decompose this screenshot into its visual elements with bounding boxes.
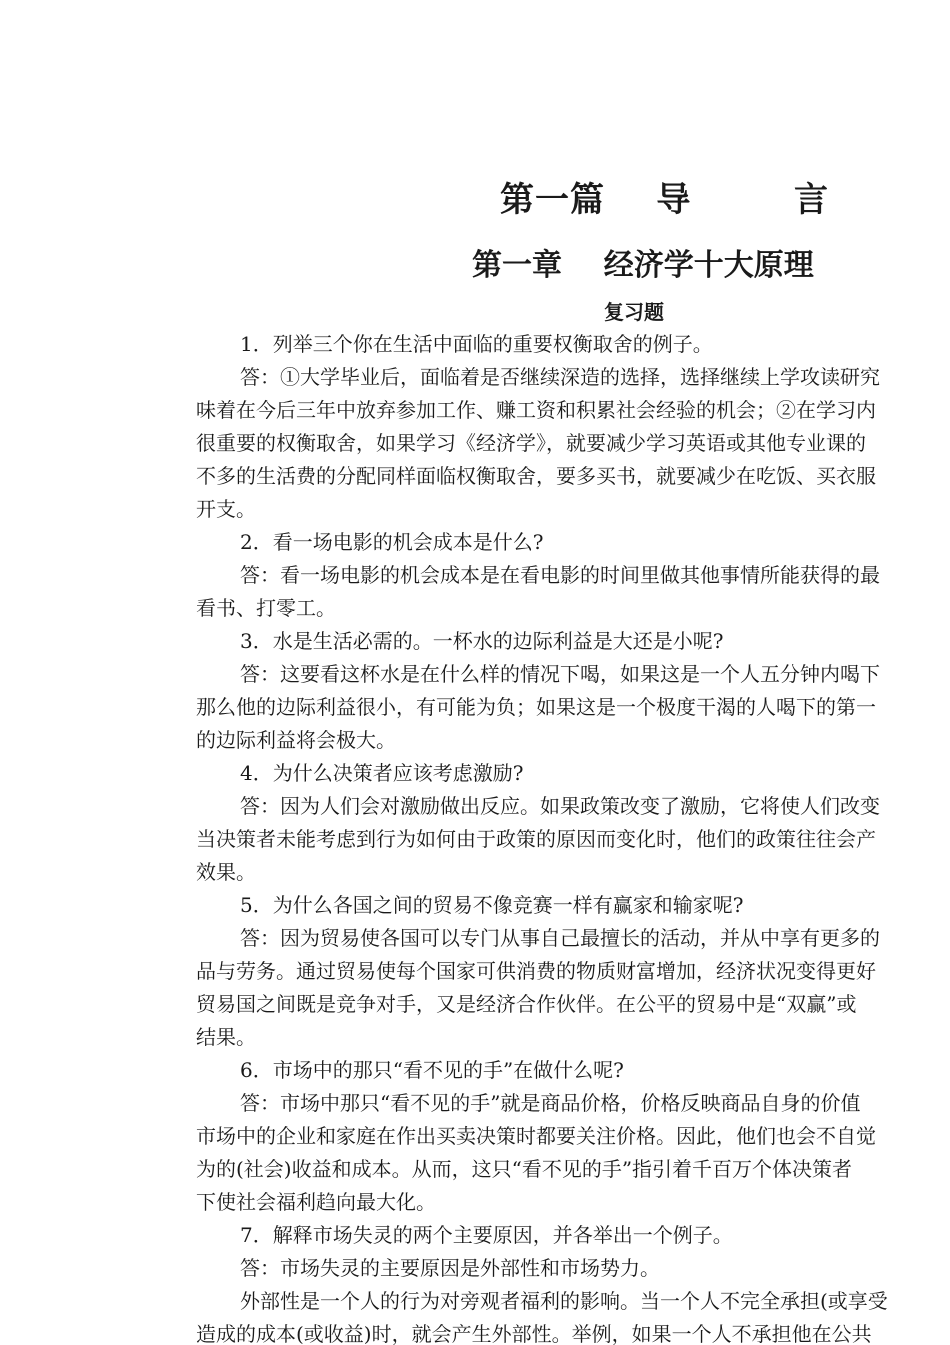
- text-line: 当决策者未能考虑到行为如何由于政策的原因而变化时，他们的政策往往会产: [196, 827, 876, 851]
- text-line: 答：因为人们会对激励做出反应。如果政策改变了激励，它将使人们改变: [240, 794, 880, 818]
- text-line: 5．为什么各国之间的贸易不像竞赛一样有赢家和输家呢?: [240, 893, 744, 917]
- text-line: 答：市场中那只“看不见的手”就是商品价格，价格反映商品自身的价值: [240, 1091, 861, 1115]
- text-line: 答：这要看这杯水是在什么样的情况下喝，如果这是一个人五分钟内喝下: [240, 662, 880, 686]
- paragraph: [196, 1087, 950, 1219]
- text-line: 4．为什么决策者应该考虑激励?: [240, 761, 524, 785]
- text-line: 开支。: [196, 497, 256, 521]
- text-line: 3．水是生活必需的。一杯水的边际利益是大还是小呢?: [240, 629, 724, 653]
- paragraph: [196, 1252, 950, 1285]
- paragraph: [196, 790, 950, 889]
- paragraph: [196, 757, 950, 790]
- text-line: 不多的生活费的分配同样面临权衡取舍，要多买书，就要减少在吃饭、买衣服: [196, 464, 876, 488]
- text-line: 贸易国之间既是竞争对手，又是经济合作伙伴。在公平的贸易中是“双赢”或: [196, 992, 857, 1016]
- paragraph: [196, 361, 950, 526]
- chapter-title: 第一章 经济学十大原理: [472, 248, 814, 283]
- paragraph: [196, 1285, 950, 1345]
- document-body: [196, 328, 950, 1345]
- text-line: 1．列举三个你在生活中面临的重要权衡取舍的例子。: [240, 332, 713, 356]
- text-line: 结果。: [196, 1025, 256, 1049]
- text-line: 答：看一场电影的机会成本是在看电影的时间里做其他事情所能获得的最: [240, 563, 880, 587]
- text-line: 6．市场中的那只“看不见的手”在做什么呢?: [240, 1058, 624, 1082]
- text-line: 造成的成本(或收益)时，就会产生外部性。举例，如果一个人不承担他在公共: [196, 1322, 872, 1345]
- text-line: 2．看一场电影的机会成本是什么?: [240, 530, 544, 554]
- text-line: 7．解释市场失灵的两个主要原因，并各举出一个例子。: [240, 1223, 733, 1247]
- text-line: 外部性是一个人的行为对旁观者福利的影响。当一个人不完全承担(或享受: [240, 1289, 888, 1313]
- section-title: 复习题: [604, 300, 664, 324]
- text-line: 答：因为贸易使各国可以专门从事自己最擅长的活动，并从中享有更多的: [240, 926, 880, 950]
- paragraph: [196, 625, 950, 658]
- paragraph: [196, 1054, 950, 1087]
- text-line: 看书、打零工。: [196, 596, 336, 620]
- text-line: 市场中的企业和家庭在作出买卖决策时都要关注价格。因此，他们也会不自觉: [196, 1124, 876, 1148]
- paragraph: [196, 922, 950, 1054]
- paragraph: [196, 328, 950, 361]
- part-title: 第一篇 导 言: [500, 180, 830, 220]
- text-line: 下使社会福利趋向最大化。: [196, 1190, 436, 1214]
- paragraph: [196, 658, 950, 757]
- paragraph: [196, 526, 950, 559]
- text-line: 为的(社会)收益和成本。从而，这只“看不见的手”指引着千百万个体决策者: [196, 1157, 853, 1181]
- paragraph: [196, 559, 950, 625]
- paragraph: [196, 1219, 950, 1252]
- text-line: 答：①大学毕业后，面临着是否继续深造的选择，选择继续上学攻读研究: [240, 365, 880, 389]
- paragraph: [196, 889, 950, 922]
- text-line: 很重要的权衡取舍，如果学习《经济学》，就要减少学习英语或其他专业课的: [196, 431, 866, 455]
- text-line: 味着在今后三年中放弃参加工作、赚工资和积累社会经验的机会；②在学习内: [196, 398, 876, 422]
- text-line: 品与劳务。通过贸易使每个国家可供消费的物质财富增加，经济状况变得更好: [196, 959, 876, 983]
- text-line: 的边际利益将会极大。: [196, 728, 396, 752]
- text-line: 效果。: [196, 860, 256, 884]
- text-line: 那么他的边际利益很小，有可能为负；如果这是一个极度干渴的人喝下的第一: [196, 695, 876, 719]
- text-line: 答：市场失灵的主要原因是外部性和市场势力。: [240, 1256, 660, 1280]
